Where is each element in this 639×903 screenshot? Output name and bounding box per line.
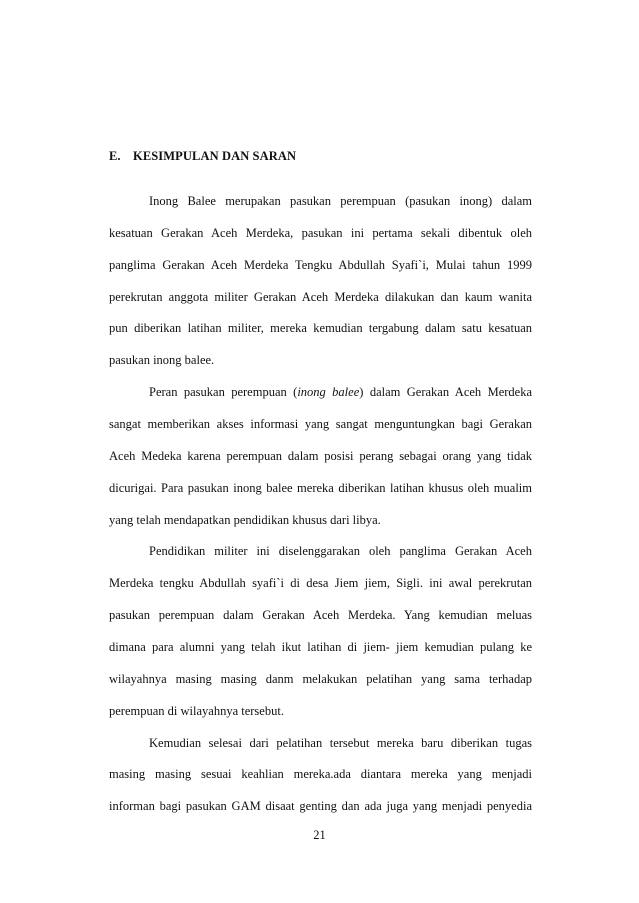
text-line: Peran pasukan perempuan (inong balee) dalam Gerakan Aceh Merdeka xyxy=(149,385,532,400)
section-number: E. xyxy=(109,149,121,163)
text-line: Inong Balee merupakan pasukan perempuan (pasukan inong) dalam xyxy=(149,194,532,208)
text-line: Aceh Medeka karena perempuan dalam posisi perang sebagai orang yang tidak xyxy=(109,448,532,463)
text-line: perekrutan anggota militer Gerakan Aceh Merdeka dilakukan dan kaum wanita xyxy=(109,289,532,304)
text-line: dimana para alumni yang telah ikut latihan di jiem- jiem kemudian pulang ke xyxy=(109,639,532,654)
text-line: masing masing sesuai keahlian mereka.ada diantara mereka yang menjadi xyxy=(109,767,532,782)
text-line: pasukan inong balee. xyxy=(109,353,215,368)
text-line: Pendidikan militer ini diselenggarakan oleh panglima Gerakan Aceh xyxy=(149,544,532,559)
text-line: kesatuan Gerakan Aceh Merdeka, pasukan ini pertama sekali dibentuk oleh xyxy=(109,225,532,240)
text-line: sangat memberikan akses informasi yang sangat menguntungkan bagi Gerakan xyxy=(109,417,532,431)
text-line: yang telah mendapatkan pendidikan khusus dari libya. xyxy=(109,512,381,527)
text-line: informan bagi pasukan GAM disaat genting dan ada juga yang menjadi penyedia xyxy=(109,799,532,814)
text-line: Merdeka tengku Abdullah syafi`i di desa Jiem jiem, Sigli. ini awal perekrutan xyxy=(109,576,532,591)
section-heading xyxy=(109,149,296,164)
italic-term: inong balee xyxy=(297,385,360,400)
section-title: KESIMPULAN DAN SARAN xyxy=(133,149,297,163)
text-line: Kemudian selesai dari pelatihan tersebut mereka baru diberikan tugas xyxy=(149,735,532,750)
text-line: pun diberikan latihan militer, mereka kemudian tergabung dalam satu kesatuan xyxy=(109,321,532,336)
text-line: panglima Gerakan Aceh Merdeka Tengku Abdullah Syafi`i, Mulai tahun 1999 xyxy=(109,257,532,272)
text-line: pasukan perempuan dalam Gerakan Aceh Merdeka. Yang kemudian meluas xyxy=(109,608,532,622)
text-line: wilayahnya masing masing danm melakukan pelatihan yang sama terhadap xyxy=(109,671,532,686)
text-line: perempuan di wilayahnya tersebut. xyxy=(109,703,284,718)
page-number: 21 xyxy=(313,828,326,842)
text-line: dicurigai. Para pasukan inong balee mereka diberikan latihan khusus oleh mualim xyxy=(109,480,532,495)
